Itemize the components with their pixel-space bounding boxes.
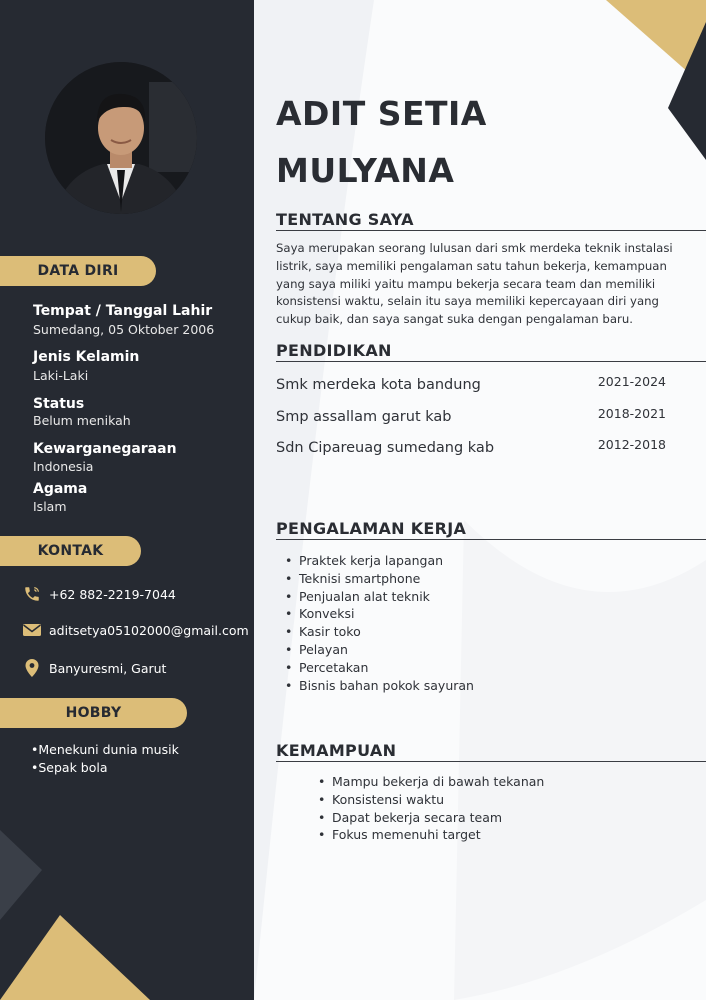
location-pin-icon [22,658,42,678]
hobby-heading: HOBBY [0,698,187,728]
kontak-heading: KONTAK [0,536,141,566]
education-years: 2012-2018 [597,437,666,452]
gender-info [33,349,248,383]
gold-bottom-triangle [0,915,150,1000]
sidebar [0,0,254,1000]
status-info [33,396,248,428]
experience-item: • Praktek kerja lapangan [285,552,474,570]
experience-item: • Teknisi smartphone [285,570,474,588]
experience-item: • Pelayan [285,641,474,659]
skill-item: • Konsistensi waktu [318,791,544,809]
experience-heading: PENGALAMAN KERJA [276,519,706,540]
hobby-item: •Sepak bola [31,760,108,775]
education-row [276,374,666,393]
religion-label: Agama [33,481,88,497]
skill-item: • Mampu bekerja di bawah tekanan [318,773,544,791]
education-row [276,437,666,456]
location-text: Banyuresmi, Garut [49,660,167,676]
phone-icon [22,584,42,604]
contact-phone[interactable] [22,584,176,604]
skill-item: • Fokus memenuhi target [318,826,544,844]
birth-label: Tempat / Tanggal Lahir [33,303,213,319]
profile-photo [45,62,197,214]
religion-value: Islam [33,499,67,514]
experience-item: • Bisnis bahan pokok sayuran [285,677,474,695]
education-heading: PENDIDIKAN [276,341,706,362]
hobby-item: •Menekuni dunia musik [31,742,179,757]
education-years: 2018-2021 [597,406,666,421]
skill-item: • Dapat bekerja secara team [318,809,544,827]
mail-icon [22,620,42,640]
religion-info [33,481,248,514]
skills-heading: KEMAMPUAN [276,741,706,762]
education-school: Smp assallam garut kab [276,409,452,425]
citizenship-label: Kewarganegaraan [33,441,177,457]
status-label: Status [33,396,85,412]
name-line-2: MULYANA [276,151,455,190]
about-heading: TENTANG SAYA [276,210,706,231]
experience-list [285,552,474,694]
birth-value: Sumedang, 05 Oktober 2006 [33,322,215,337]
education-years: 2021-2024 [597,374,666,389]
education-school: Sdn Cipareuag sumedang kab [276,440,495,456]
citizenship-info [33,441,248,474]
hobby-list [31,741,179,777]
gender-label: Jenis Kelamin [33,349,140,365]
name-line-1: ADIT SETIA [276,94,487,133]
about-text: Saya merupakan seorang lulusan dari smk merdeka teknik instalasi listrik, saya memiliki pengalaman satu tahun bekerja, kemampuan yang saya miliki yaitu mampu bekerja secara team dan memiliki konsistensi waktu, selain itu saya memiliki kepercayaan diri yang cukup baik, dan saya sangat suka dengan pengalaman baru. [276,241,673,327]
education-row [276,406,666,425]
email-text: aditsetya05102000@gmail.com [49,622,249,638]
contact-email[interactable] [22,620,249,640]
experience-item: • Penjualan alat teknik [285,588,474,606]
experience-item: • Percetakan [285,659,474,677]
gender-value: Laki-Laki [33,368,89,383]
data-diri-heading: DATA DIRI [0,256,156,286]
phone-text: +62 882-2219-7044 [49,586,176,602]
full-name [276,85,487,199]
experience-item: • Konveksi [285,605,474,623]
citizenship-value: Indonesia [33,459,94,474]
experience-item: • Kasir toko [285,623,474,641]
status-value: Belum menikah [33,413,131,428]
birth-info [33,303,248,337]
education-school: Smk merdeka kota bandung [276,377,481,393]
skills-list [318,773,544,844]
contact-location[interactable] [22,658,166,678]
